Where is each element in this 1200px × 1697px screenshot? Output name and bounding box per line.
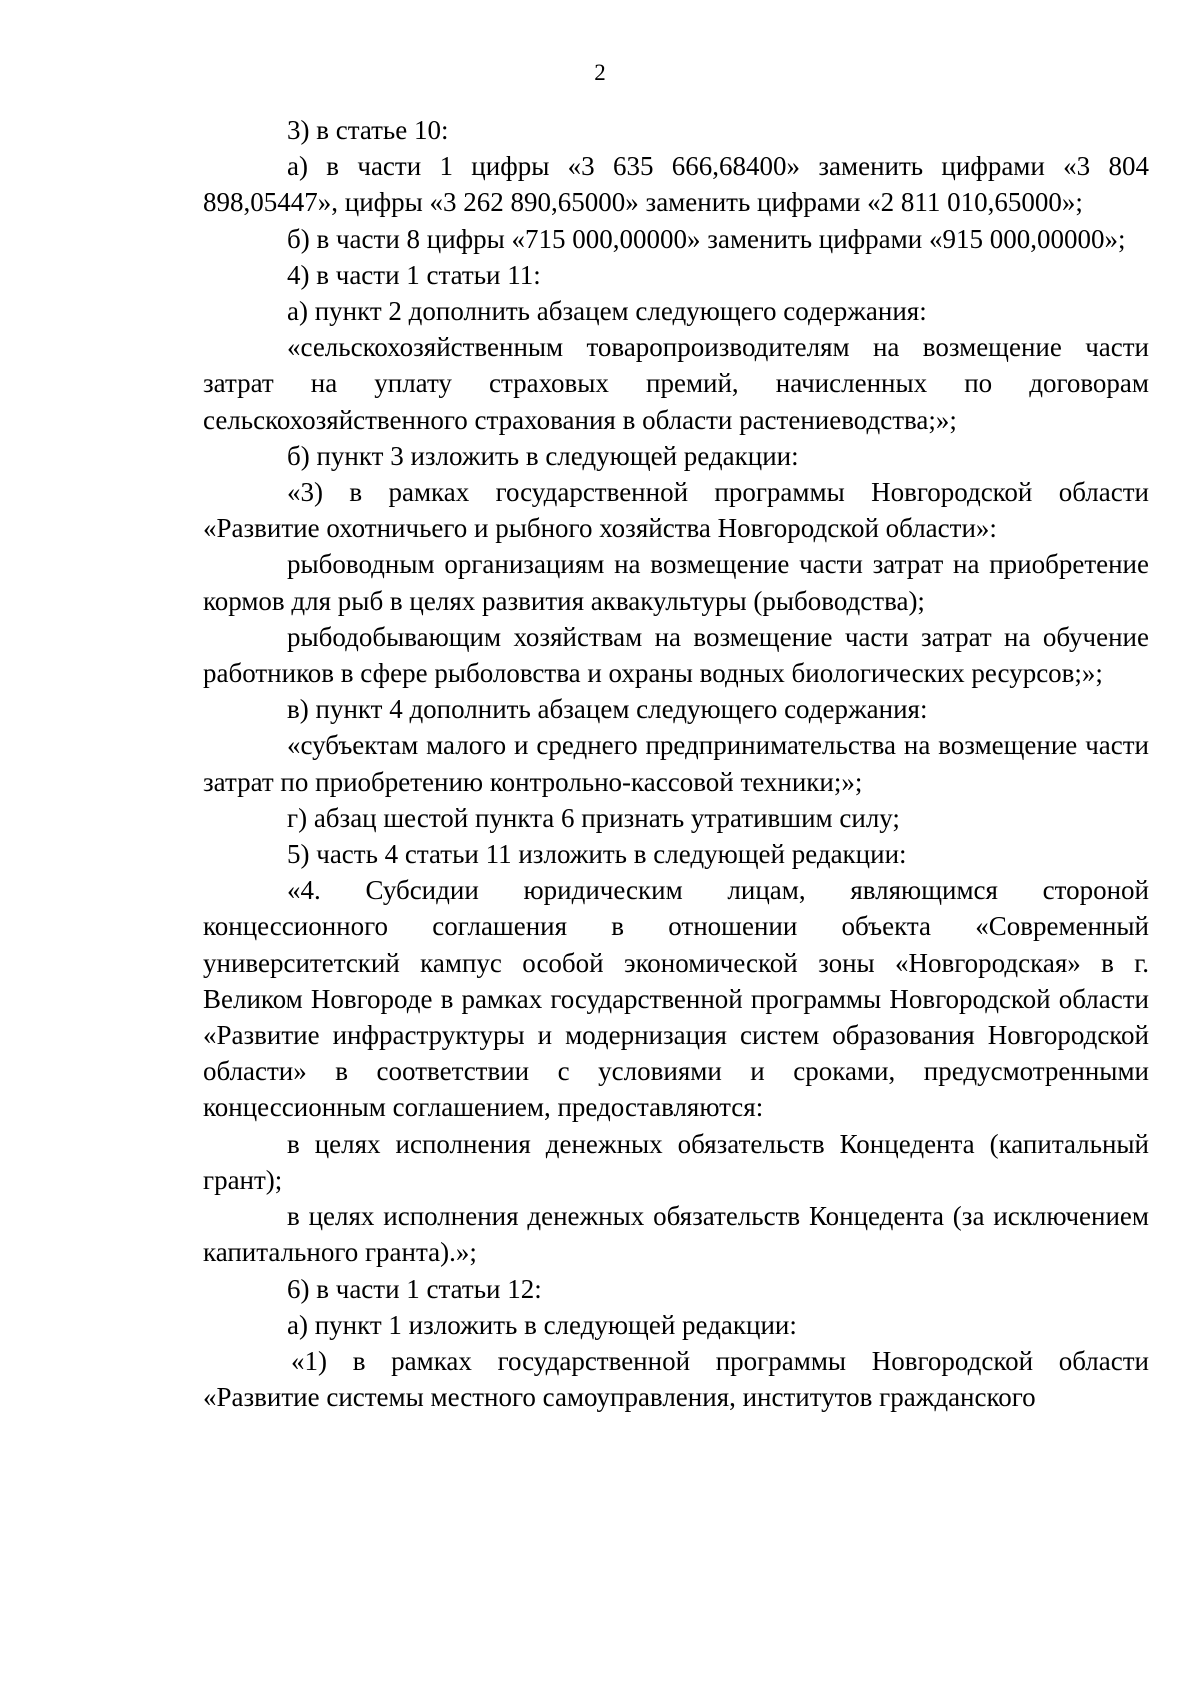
paragraph: а) пункт 1 изложить в следующей редакции: <box>287 1309 797 1340</box>
paragraph: г) абзац шестой пункта 6 признать утратившим силу; <box>287 802 900 833</box>
paragraph: «субъектам малого и среднего предпринимательства на возмещение части затрат по приобретению контрольно-кассовой техники;»; <box>203 730 1149 797</box>
paragraph: 3) в статье 10: <box>287 115 449 145</box>
paragraph: 4) в части 1 статьи 11: <box>287 259 541 290</box>
paragraph: а) в части 1 цифры «3 635 666,68400» заменить цифрами «3 804 898,05447», цифры «3 262 890,65000» заменить цифрами «2 811 010,65000»; <box>203 151 1149 218</box>
paragraph: «сельскохозяйственным товаропроизводителям на возмещение части затрат на уплату страховых премий, начисленных по договорам сельскохозяйственного страхования в области растениеводства;»; <box>203 332 1149 435</box>
paragraph: «3) в рамках государственной программы Новгородской области «Развитие охотничьего и рыбного хозяйства Новгородской области»: <box>203 477 1149 544</box>
paragraph: 5) часть 4 статьи 11 изложить в следующей редакции: <box>287 839 907 870</box>
paragraph: в) пункт 4 дополнить абзацем следующего содержания: <box>287 694 928 725</box>
paragraph: 6) в части 1 статьи 12: <box>287 1273 542 1304</box>
paragraph: а) пункт 2 дополнить абзацем следующего содержания: <box>287 296 927 327</box>
paragraph: «1) в рамках государственной программы Новгородской области «Развитие системы местного самоуправления, институтов гражданского <box>203 1345 1149 1413</box>
paragraph: б) пункт 3 изложить в следующей редакции: <box>287 440 799 471</box>
paragraph: рыбодобывающим хозяйствам на возмещение части затрат на обучение работников в сфере рыболовства и охраны водных биологических ресурсов;»; <box>203 621 1149 689</box>
paragraph: рыбоводным организациям на возмещение части затрат на приобретение кормов для рыб в целях развития аквакультуры (рыбоводства); <box>203 549 1149 616</box>
paragraph: «4. Субсидии юридическим лицам, являющимся стороной концессионного соглашения в отношении объекта «Современный университетский кампус особой экономической зоны «Новгородская» в г. Великом Новгороде в рамках государственной программы Новгородской области «Развитие инфраструктуры и модернизация систем образования Новгородской области» в соответствии с условиями и сроками, предусмотренными концессионным соглашением, предоставляются: <box>203 875 1149 1123</box>
paragraph: в целях исполнения денежных обязательств Концедента (капитальный грант); <box>203 1128 1149 1195</box>
paragraph: б) в части 8 цифры «715 000,00000» заменить цифрами «915 000,00000»; <box>287 223 1126 254</box>
paragraph: в целях исполнения денежных обязательств Концедента (за исключением капитального гранта).»; <box>203 1201 1149 1268</box>
document-body <box>203 112 1149 1415</box>
page-number: 2 <box>594 60 606 85</box>
